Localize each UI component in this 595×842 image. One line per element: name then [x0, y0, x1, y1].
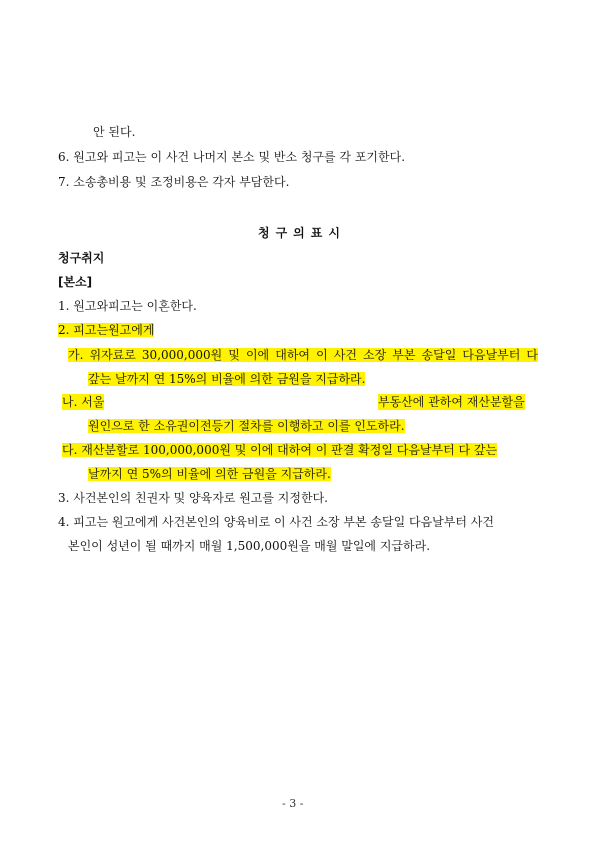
claim-4-line1: 4. 피고는 원고에게 사건본인의 양육비로 이 사건 소장 부본 송달일 다음날부터 사건 — [58, 515, 494, 529]
claim-heading: 청구취지 — [58, 251, 105, 265]
claim-2-ga-text: 가. 위자료로 30,000,000원 및 이에 대하여 이 사건 소장 부본 송달일 다음날부터 다 — [68, 348, 538, 362]
claim-2-na-line1 — [58, 394, 541, 412]
claim-2-na-prefix: 나. 서울 — [62, 395, 105, 409]
claim-1: 1. 원고와피고는 이혼한다. — [58, 299, 197, 313]
main-claim-label: [본소] — [58, 275, 93, 289]
claim-2-na-suffix: 부동산에 관하여 재산분할을 — [378, 395, 525, 409]
claim-2-da-line1 — [62, 442, 497, 458]
claim-4-line2: 본인이 성년이 될 때까지 매월 1,500,000원을 매월 말일에 지급하라. — [68, 539, 431, 553]
claim-2-da-line2 — [88, 466, 331, 482]
claim-2-da-text-2: 날까지 연 5%의 비율에 의한 금원을 지급하라. — [88, 467, 331, 481]
claim-2-na-text-2: 원인으로 한 소유권이전등기 절차를 이행하고 이를 인도하라. — [88, 419, 405, 433]
claim-2 — [58, 322, 154, 338]
item-7: 7. 소송총비용 및 조정비용은 각자 부담한다. — [58, 175, 290, 189]
section-title: 청구의표시 — [258, 226, 346, 240]
claim-2-text: 2. 피고는원고에게 — [58, 323, 155, 337]
claim-2-ga-line1 — [68, 347, 538, 363]
continuation-line: 안 된다. — [93, 125, 136, 139]
item-6: 6. 원고와 피고는 이 사건 나머지 본소 및 반소 청구를 각 포기한다. — [58, 150, 406, 164]
claim-2-na-line2 — [88, 418, 405, 434]
claim-3: 3. 사건본인의 친권자 및 양육자로 원고를 지정한다. — [58, 491, 328, 505]
claim-2-ga-text-2: 갚는 날까지 연 15%의 비율에 의한 금원을 지급하라. — [88, 372, 366, 386]
claim-2-ga-line2 — [88, 371, 365, 387]
claim-2-da-text: 다. 재산분할로 100,000,000원 및 이에 대하여 이 판결 확정일 다음날부터 다 갚는 — [62, 443, 498, 457]
page-number: - 3 - — [282, 797, 304, 810]
